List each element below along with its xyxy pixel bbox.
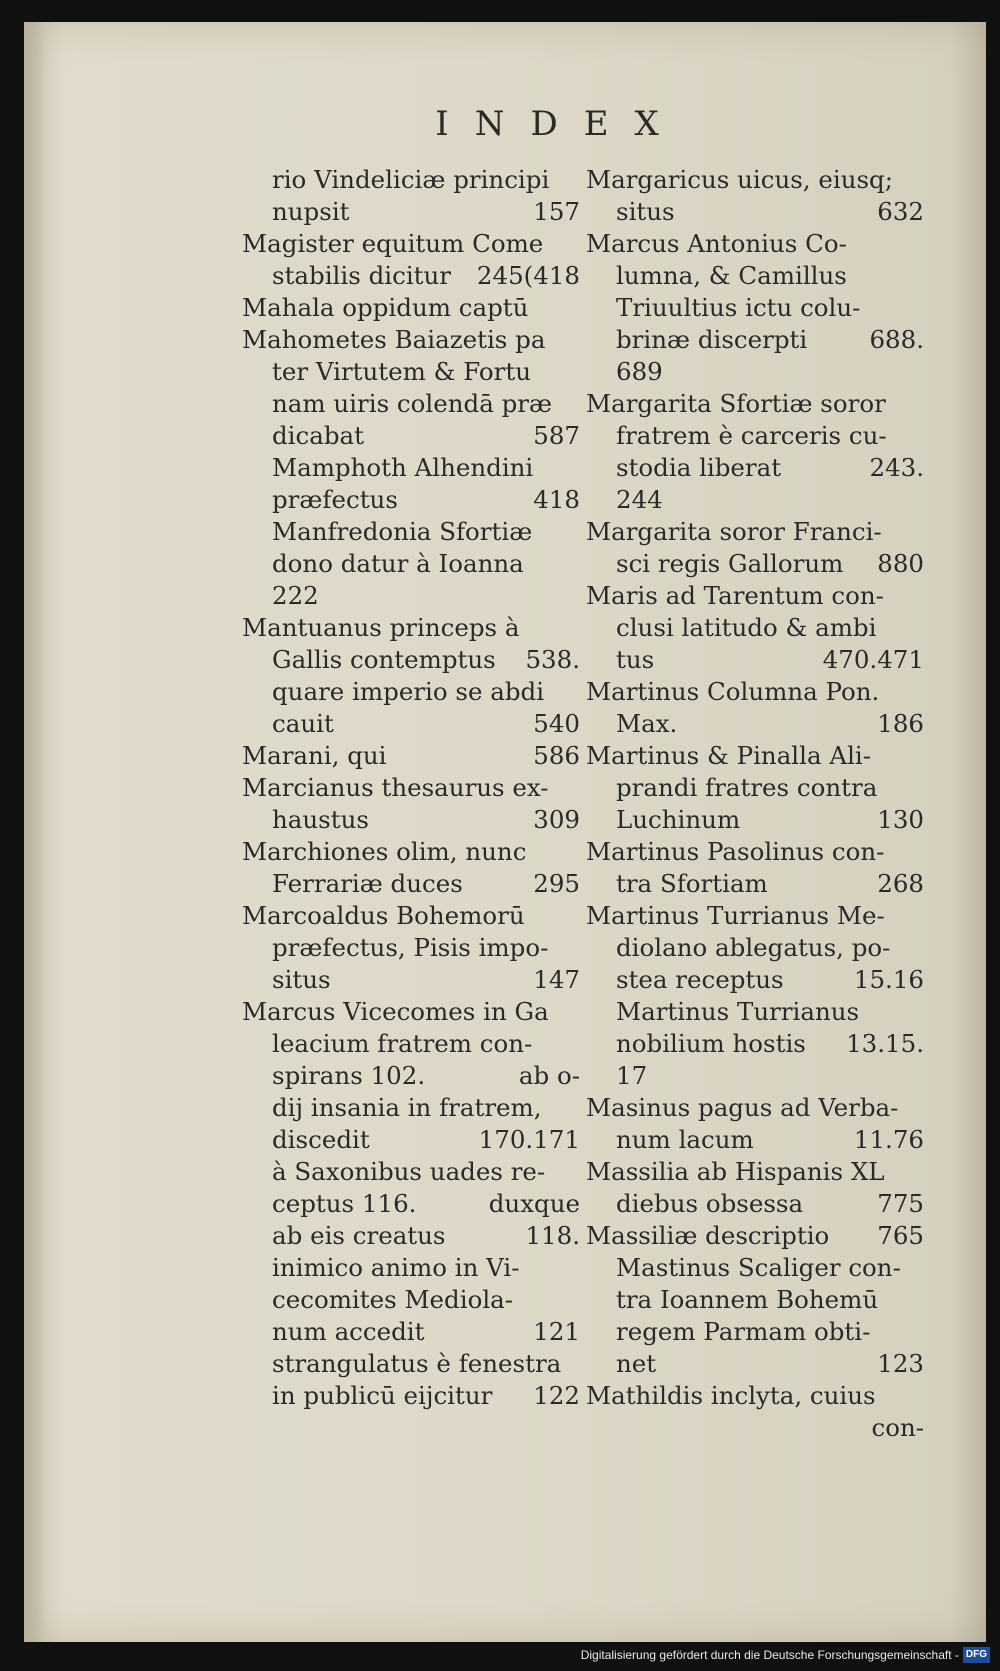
entry-text: Mahala oppidum captū: [242, 293, 529, 322]
index-entry-line: [242, 740, 580, 772]
index-entry-line: [242, 516, 580, 548]
index-entry-line: [242, 1220, 580, 1252]
page-reference: 632: [877, 197, 924, 226]
entry-text: diolano ablegatus, po-: [616, 933, 891, 962]
index-entry-line: [242, 804, 580, 836]
index-entry-line: [586, 964, 924, 996]
page-reference: 295: [533, 869, 580, 898]
entry-text: haustus: [272, 805, 369, 834]
entry-text: Marchiones olim, nunc: [242, 837, 527, 866]
index-entry-line: [586, 1092, 924, 1124]
index-entry-line: [242, 964, 580, 996]
index-entry-line: [242, 612, 580, 644]
index-entry-line: [242, 580, 580, 612]
entry-text: stabilis dicitur: [272, 261, 451, 290]
entry-text: à Saxonibus uades re-: [272, 1157, 546, 1186]
page-reference: 118.: [525, 1221, 580, 1250]
index-entry-line: [242, 388, 580, 420]
entry-text: Luchinum: [616, 805, 741, 834]
book-page: [24, 22, 986, 1642]
page-reference: 147: [533, 965, 580, 994]
entry-text: ceptus 116.: [272, 1189, 417, 1218]
entry-text: diebus obsessa: [616, 1189, 804, 1218]
entry-text: dij insania in fratrem,: [272, 1093, 542, 1122]
index-entry-line: [242, 260, 580, 292]
page-reference: 123: [877, 1349, 924, 1378]
footer-text: Digitalisierung gefördert durch die Deutsche Forschungsgemeinschaft -: [580, 1648, 959, 1662]
entry-text: Masinus pagus ad Verba-: [586, 1093, 899, 1122]
entry-text: 244: [616, 485, 663, 514]
entry-text: tra Sfortiam: [616, 869, 768, 898]
index-entry-line: [242, 356, 580, 388]
entry-text: stea receptus: [616, 965, 784, 994]
entry-text: strangulatus è fenestra: [272, 1349, 562, 1378]
entry-text: dicabat: [272, 421, 364, 450]
index-entry-line: [242, 1156, 580, 1188]
index-entry-line: [586, 1380, 924, 1412]
index-entry-line: [242, 324, 580, 356]
page-reference: 775: [877, 1189, 924, 1218]
entry-text: Martinus & Pinalla Ali-: [586, 741, 872, 770]
index-entry-line: [586, 548, 924, 580]
entry-text: Manfredonia Sfortiæ: [272, 517, 533, 546]
index-entry-line: [586, 612, 924, 644]
page-reference: 765: [877, 1221, 924, 1250]
index-entry-line: [242, 1380, 580, 1412]
page-reference: 309: [533, 805, 580, 834]
dfg-logo: DFG: [963, 1647, 990, 1663]
index-entry-line: [242, 164, 580, 196]
index-entry-line: [242, 1252, 580, 1284]
page-reference: 688.: [869, 325, 924, 354]
entry-text: Magister equitum Come: [242, 229, 544, 258]
index-entry-line: [586, 580, 924, 612]
entry-text: in publicū eijcitur: [272, 1381, 493, 1410]
index-entry-line: [242, 420, 580, 452]
entry-text: leacium fratrem con-: [272, 1029, 533, 1058]
page-reference: 11.76: [853, 1125, 924, 1154]
entry-text: præfectus, Pisis impo-: [272, 933, 549, 962]
entry-text: Martinus Columna Pon.: [586, 677, 880, 706]
entry-text: Gallis contemptus: [272, 645, 496, 674]
page-reference: 15.16: [853, 965, 924, 994]
index-entry-line: [586, 388, 924, 420]
entry-text: Marani, qui: [242, 741, 387, 770]
entry-text: cauit: [272, 709, 334, 738]
entry-text: situs: [272, 965, 331, 994]
entry-text: nam uiris colendā præ: [272, 389, 553, 418]
page-reference: 170.171: [478, 1125, 580, 1154]
index-entry-line: [586, 1060, 924, 1092]
index-entry-line: [586, 1412, 924, 1444]
page-reference: 470.471: [822, 645, 924, 674]
index-entry-line: [586, 228, 924, 260]
page-reference: 13.15.: [846, 1029, 924, 1058]
page-reference: 243.: [869, 453, 924, 482]
index-entry-line: [586, 516, 924, 548]
index-entry-line: [586, 836, 924, 868]
index-entry-line: [242, 996, 580, 1028]
entry-text: stodia liberat: [616, 453, 782, 482]
page-reference: 130: [877, 805, 924, 834]
entry-text: quare imperio se abdi: [272, 677, 545, 706]
index-entry-line: [586, 1220, 924, 1252]
index-entry-line: [242, 548, 580, 580]
index-entry-line: [586, 996, 924, 1028]
page-reference: 245(418: [476, 261, 580, 290]
page-reference: duxque: [488, 1189, 580, 1218]
index-entry-line: [242, 836, 580, 868]
index-entry-line: [586, 900, 924, 932]
index-entry-line: [242, 772, 580, 804]
index-entry-line: [586, 676, 924, 708]
entry-text: Margarita soror Franci-: [586, 517, 882, 546]
entry-text: Triuultius ictu colu-: [616, 293, 861, 322]
index-column-left: [242, 164, 580, 1412]
index-entry-line: [586, 740, 924, 772]
page-reference: 538.: [525, 645, 580, 674]
index-entry-line: [242, 228, 580, 260]
entry-text: brinæ discerpti: [616, 325, 808, 354]
entry-text: nupsit: [272, 197, 350, 226]
entry-text: Max.: [616, 709, 678, 738]
entry-text: cecomites Mediola-: [272, 1285, 514, 1314]
index-entry-line: [586, 1252, 924, 1284]
entry-text: ab eis creatus: [272, 1221, 446, 1250]
entry-text: ter Virtutem & Fortu: [272, 357, 531, 386]
page-reference: 186: [877, 709, 924, 738]
index-entry-line: [586, 1156, 924, 1188]
index-entry-line: [242, 452, 580, 484]
index-entry-line: [586, 644, 924, 676]
entry-text: Marcianus thesaurus ex-: [242, 773, 549, 802]
index-entry-line: [586, 356, 924, 388]
entry-text: Ferrariæ duces: [272, 869, 463, 898]
index-entry-line: [242, 1188, 580, 1220]
entry-text: 17: [616, 1061, 648, 1090]
entry-text: regem Parmam obti-: [616, 1317, 871, 1346]
page-reference: 268: [877, 869, 924, 898]
index-entry-line: [242, 708, 580, 740]
entry-text: net: [616, 1349, 657, 1378]
index-entry-line: [242, 1124, 580, 1156]
entry-text: Marcoaldus Bohemorū: [242, 901, 525, 930]
index-entry-line: [242, 292, 580, 324]
index-entry-line: [586, 804, 924, 836]
index-entry-line: [242, 1092, 580, 1124]
index-entry-line: [586, 324, 924, 356]
entry-text: Mathildis inclyta, cuius: [586, 1381, 876, 1410]
index-entry-line: [242, 932, 580, 964]
entry-text: tra Ioannem Bohemū: [616, 1285, 879, 1314]
entry-text: Mamphoth Alhendini: [272, 453, 534, 482]
entry-text: Mastinus Scaliger con-: [616, 1253, 901, 1282]
entry-text: 689: [616, 357, 663, 386]
index-entry-line: [586, 1348, 924, 1380]
index-entry-line: [242, 644, 580, 676]
page-reference: 587: [533, 421, 580, 450]
index-entry-line: [242, 196, 580, 228]
entry-text: fratrem è carceris cu-: [616, 421, 887, 450]
index-entry-line: [586, 1028, 924, 1060]
entry-text: 222: [272, 581, 319, 610]
index-entry-line: [242, 1348, 580, 1380]
entry-text: Maris ad Tarentum con-: [586, 581, 884, 610]
page-reference: 418: [533, 485, 580, 514]
page-reference: 586: [533, 741, 580, 770]
page-reference: 880: [877, 549, 924, 578]
index-entry-line: [242, 1316, 580, 1348]
index-entry-line: [586, 260, 924, 292]
index-entry-line: [242, 1284, 580, 1316]
entry-text: prandi fratres contra: [616, 773, 878, 802]
index-entry-line: [242, 676, 580, 708]
entry-text: Martinus Turrianus Me-: [586, 901, 885, 930]
entry-text: Mahometes Baiazetis pa: [242, 325, 546, 354]
entry-text: Margaricus uicus, eiusq;: [586, 165, 893, 194]
page-spine-shadow: [24, 22, 46, 1642]
entry-text: Mantuanus princeps à: [242, 613, 520, 642]
page-reference: 121: [533, 1317, 580, 1346]
index-entry-line: [586, 164, 924, 196]
index-entry-line: [586, 932, 924, 964]
index-entry-line: [586, 484, 924, 516]
index-entry-line: [586, 1188, 924, 1220]
entry-text: dono datur à Ioanna: [272, 549, 524, 578]
index-entry-line: [242, 868, 580, 900]
entry-text: Martinus Pasolinus con-: [586, 837, 885, 866]
entry-text: Margarita Sfortiæ soror: [586, 389, 886, 418]
index-entry-line: [586, 772, 924, 804]
entry-text: num lacum: [616, 1125, 754, 1154]
entry-text: nobilium hostis: [616, 1029, 806, 1058]
entry-text: discedit: [272, 1125, 370, 1154]
index-entry-line: [586, 196, 924, 228]
page-header: INDEX: [435, 104, 685, 144]
index-entry-line: [586, 292, 924, 324]
entry-text: num accedit: [272, 1317, 425, 1346]
index-entry-line: [242, 484, 580, 516]
entry-text: tus: [616, 645, 655, 674]
index-column-right: [586, 164, 924, 1444]
entry-text: Martinus Turrianus: [616, 997, 860, 1026]
entry-text: rio Vindeliciæ principi: [272, 165, 550, 194]
page-reference: ab o-: [518, 1061, 580, 1090]
index-entry-line: [586, 868, 924, 900]
index-entry-line: [242, 900, 580, 932]
page-reference: 122: [533, 1381, 580, 1410]
index-entry-line: [586, 1284, 924, 1316]
entry-text: situs: [616, 197, 675, 226]
page-reference: 157: [533, 197, 580, 226]
entry-text: sci regis Gallorum: [616, 549, 844, 578]
entry-text: præfectus: [272, 485, 398, 514]
entry-text: Marcus Vicecomes in Ga: [242, 997, 549, 1026]
entry-text: Massiliæ descriptio: [586, 1221, 830, 1250]
entry-text: clusi latitudo & ambi: [616, 613, 877, 642]
index-entry-line: [586, 1124, 924, 1156]
entry-text: Marcus Antonius Co-: [586, 229, 847, 258]
index-entry-line: [242, 1028, 580, 1060]
index-entry-line: [242, 1060, 580, 1092]
entry-text: inimico animo in Vi-: [272, 1253, 520, 1282]
entry-text: Massilia ab Hispanis XL: [586, 1157, 885, 1186]
digitization-footer: [581, 1643, 990, 1667]
index-entry-line: [586, 452, 924, 484]
entry-text: con-: [871, 1413, 924, 1442]
index-entry-line: [586, 420, 924, 452]
entry-text: spirans 102.: [272, 1061, 426, 1090]
page-reference: 540: [533, 709, 580, 738]
entry-text: lumna, & Camillus: [616, 261, 847, 290]
index-entry-line: [586, 1316, 924, 1348]
index-entry-line: [586, 708, 924, 740]
